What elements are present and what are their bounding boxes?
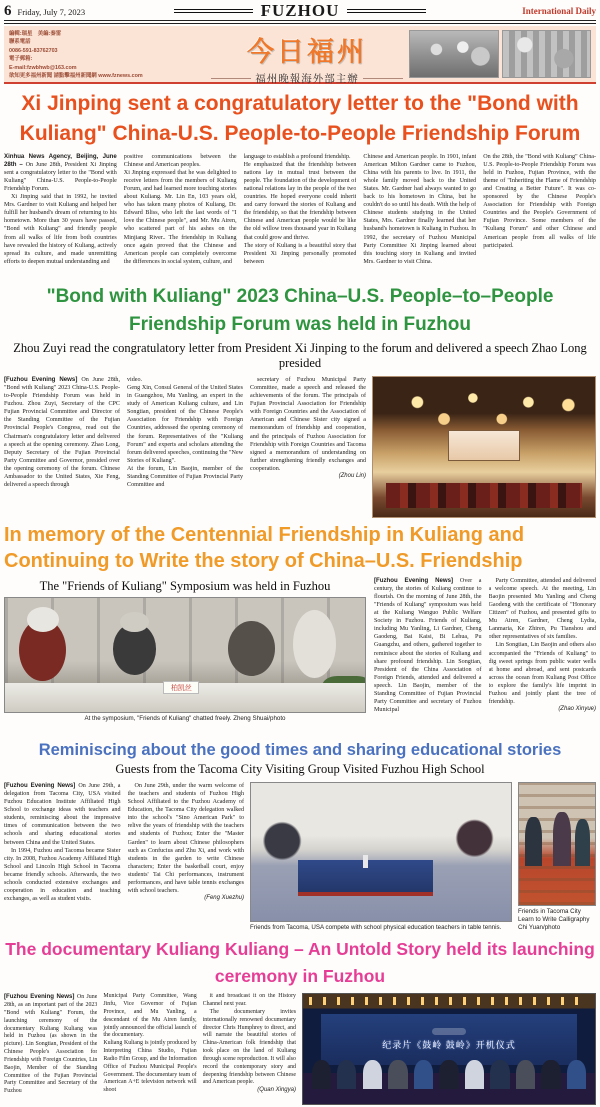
article-4-subtitle: Guests from the Tacoma City Visiting Group Visited Fuzhou High School bbox=[115, 762, 485, 777]
paragraph: On June 28th, President Xi Jinping sent a congratulatory letter to the "Bond with Kuliang" China-U.S. People-to-People Friendship Forum. bbox=[4, 161, 117, 192]
person-silhouette bbox=[414, 1060, 433, 1089]
text-column: positive communications between the Chinese and American peoples. Xi Jinping expressed that he was delighted to receive letters from the members of Kuliang Forum, and had learned more touching stories about Kuliang. Mr. Lin En, 103 years old, who has taken many photos of Kuliang, Dr. Edward Bliss, who left the last words of "I love the Chinese people", and Mr. Mu Airen, who scattered part of his ashes on the Minjiang River.. The friendship in Kuliang once again proved that the Chinese and American people can completely overcome the differences in social system, culture, and bbox=[123, 153, 237, 265]
person-center bbox=[228, 621, 275, 676]
page-number: 6 bbox=[4, 2, 12, 19]
article-4-columns bbox=[4, 782, 244, 932]
stage-banner-text: 纪录片《鼓岭 鼓岭》开机仪式 bbox=[382, 1039, 516, 1050]
paragraphs: Party Committee, attended and delivered a welcome speech. At the meeting, Lin Baojin presented Mu Yanling and Cheng Gaodeng with the certificate of "Honorary Citizen" of Fuzhou, and presented gifts to Mu Airen, Gardner, Cheng Lydia, Lanmaria, Ke Zhiren, Pu Tianshou and other representatives of six families. Lin Songtian, Lin Baojin and others also accompanied the "Friends of Kuliang" to dig sweet springs from public water wells at home and abroad, and sent postcards across the ocean from Kuliang Post Office to explore the family's life imprint in Fuzhou and jointly plant the tree of friendship. bbox=[488, 577, 596, 706]
article-3-body bbox=[4, 577, 596, 735]
newspaper-name: FUZHOU bbox=[260, 1, 340, 20]
article-tacoma-visit bbox=[4, 740, 596, 932]
paragraph: Over a century, the stories of Kuliang continue to flourish. On the morning of June 28th, the "Friends of Kuliang" symposium was held at the Kuliang Wanguo Public Welfare Society in Fuzhou. Friends of Kuliang, including Mu Yanling, Li Gardner, Cheng Gaodeng, Bai Kaisi, Bi Lehua, Pu Guangzhu, and others, gathered together to reminisce about the stories of Kuliang and share profound friendship. Lin Songtian, President of the China Association of Foreign Friends, attended and delivered a speech. Lin Baojin, member of the Standing Committee of Fujian Provincial Party Committee and secretary of Fuzhou Municipal bbox=[374, 577, 482, 714]
text-column bbox=[4, 782, 121, 932]
paragraphs: secretary of Fuzhou Municipal Party Committee, made a speech and released the achievements of the forum. The principals of Fujian Provincial Association for Friendship with Foreign Countries and the Association of American and Chinese Sister city signed a memorandum of friendship and cooperation, and the principals of Fuzhou Association for Friendship with Foreign Countries and Tacoma signed a memorandum of understanding on further strengthening friendly exchanges and cooperation. bbox=[250, 376, 366, 472]
article-4-body bbox=[4, 782, 596, 932]
edition-label: International Daily bbox=[522, 6, 596, 16]
paragraph: On June 28th, as an important part of the 2023 "Bond with Kuliang" Forum, the launching ceremony of the documentary Kuliang Kuliang was held in Fuzhou (as shown in the picture). Lin Songtian, President of the Chinese People's Association for Friendship with Foreign Countries, Lin Baojin, Member of the Standing Committee of the Fujian Provincial Party Committee and Secretary of the Fuzhou bbox=[4, 994, 98, 1095]
article-5-body bbox=[4, 993, 596, 1105]
article-forum-held bbox=[4, 283, 596, 518]
masthead-rule-left bbox=[174, 9, 253, 13]
person-silhouette bbox=[465, 1060, 484, 1089]
byline: (Feng Xuezhu) bbox=[204, 895, 244, 902]
paragraph: On June 29th, a delegation from Tacoma City, USA visited Fuzhou Education Institute Affiliated High School to exchange ideas with teachers and students, reminiscing about the impressive times of communication between the two schools and sharing educational stories between China and the United States. bbox=[4, 782, 121, 846]
paragraphs: it and broadcast it on the History Channel next year. The documentary invites internationally renowned documentary director Chris Humphrey to direct, and will narrate the beautiful stories of China-American folk friendship that took place on the land of Kuliang through scene reproduction. It will also record the contemporary story and deepening friendship between Chinese and American people. bbox=[202, 993, 296, 1086]
banner-title: 今日福州 bbox=[247, 37, 367, 67]
person-silhouette bbox=[575, 819, 590, 865]
banner-line-left bbox=[211, 78, 251, 79]
paragraphs: In 1994, Fuzhou and Tacoma became Sister city. In 2008, Fuzhou Academy Affiliated High School and Lincoln High School in Tacoma became friendly schools. Afterwards, the two schools conducted extensive exchanges and cooperation in education and teaching exchanges, as well as student visits. bbox=[4, 847, 121, 903]
table-tennis-net bbox=[363, 855, 368, 869]
text-column: Municipal Party Committee, Wang Jinfu, Vice Governor of Fujian Province, and Mu Yanling, a descendant of the Mu Airen family, jointly announced the official launch of the documentary. Kuliang Kuliang is jointly produced by Interpreting China Studio, Fujian Radio Film Group, and the Information Office of Fuzhou Municipal People's Government. The documentary team of American A+E television network will shoot bbox=[103, 993, 197, 1094]
photo-forum-hall bbox=[372, 376, 596, 518]
photo-calligraphy bbox=[518, 782, 596, 906]
text-column bbox=[489, 577, 597, 735]
masthead-rule-right bbox=[347, 9, 426, 13]
masthead-photo-village bbox=[502, 30, 592, 78]
photo-caption: Friends in Tacoma City Learn to Write Calligraphy Chi Yuan/photo bbox=[518, 907, 590, 931]
article-documentary-launch bbox=[4, 936, 596, 1105]
photo-caption: At the symposium, "Friends of Kuliang" chatted freely. Zheng Shuai/photo bbox=[84, 715, 286, 723]
article-3-headline: In memory of the Centennial Friendship in Kuliang and Continuing to Write the story of China–U.S. Friendship bbox=[4, 523, 525, 573]
article-1-body bbox=[4, 153, 596, 279]
article-2-body bbox=[4, 376, 596, 518]
byline: (Zhao Xinyue) bbox=[558, 706, 596, 713]
source-tag: [Fuzhou Evening News] bbox=[374, 576, 460, 584]
source-tag: [Fuzhou Evening News] bbox=[4, 993, 77, 1001]
text-column bbox=[374, 577, 482, 735]
text-column: language to establish a profound friendship. He emphasized that the friendship between nations lay in mutual trust between the people. The foundation of the development of national relations lay in the people of the two countries. He hoped everyone could inherit and carry forward the stories of Kuliang and the friendship, so that the friendship between Chinese and American people would be like the old willow trees thousand year in Kuliang that could grow and thrive. The story of Kuliang is a beautiful story that President Xi Jinping personally promoted between bbox=[243, 153, 357, 265]
article-5-headline: The documentary Kuliang Kuliang – An Untold Story held its launching ceremony in Fuzhou bbox=[5, 938, 595, 987]
person-silhouette bbox=[312, 1060, 331, 1089]
article-3-right bbox=[374, 577, 596, 735]
text-column bbox=[250, 376, 366, 518]
text-column bbox=[4, 153, 117, 279]
article-4-headline: Reminiscing about the good times and sharing educational stories bbox=[38, 740, 562, 759]
person-silhouette bbox=[553, 812, 571, 866]
person-silhouette bbox=[439, 1060, 458, 1089]
article-3-subtitle: The "Friends of Kuliang" Symposium was held in Fuzhou bbox=[39, 578, 331, 593]
stage-logo bbox=[432, 1028, 466, 1035]
text-column: On the 28th, the "Bond with Kuliang" China-U.S. People-to-People Friendship Forum was held in Fuzhou, Fujian Province, with the theme of "Inheriting the Flame of Friendship and Creating a Better Future". It was co-sponsored by the Chinese People's Association for Friendship with Foreign Countries and the People's Government of Fujian Province. Some members of the "Kuliang Forum" and other Chinese and American people from all walks of life participated. bbox=[483, 153, 596, 249]
person-silhouette bbox=[525, 817, 542, 866]
paragraph: On June 28th, "Bond with Kuliang" 2023 China-U.S. People-to-People Friendship Forum was held in Fuzhou. Zhou Zuyi, Secretary of the CPC Fujian Provincial Committee and Director of the Standing Committee of the Fujian Provincial People's Congress, read out the Chairman's congratulatory letter and delivered a speech at the opening ceremony. Zhao Long, Deputy Secretary of the Fujian Provincial Party Committee and Governor, presided over the opening ceremony of the forum. Chinese Ambassador to the United States, Xie Feng, delivered a speech through bbox=[4, 376, 120, 489]
text-column: Chinese and American people. In 1901, infant American Milton Gardner came to Fuzhou, China with his parents to live. In 1911, the whole family moved back to the United States. Mr. Gardner had always wanted to go back to his hometown in China, but he couldn't do so until his death. With the help of Chinese students studying in the United States, Mrs. Gardner finally learned that her husband's hometown is Kuliang in Fuzhou. In 1992, the secretary of Fuzhou Municipal Party Committee Xi Jinping learned about this touching story in Kuliang and invited Mrs. Gardner to visit China. bbox=[363, 153, 477, 265]
photo-block-table-tennis bbox=[250, 782, 512, 932]
photo-block-calligraphy bbox=[518, 782, 596, 932]
person-silhouette bbox=[337, 1060, 356, 1089]
masthead-strip bbox=[4, 26, 596, 84]
source-tag: [Fuzhou Evening News] bbox=[4, 375, 82, 383]
byline: (Zhou Lin) bbox=[338, 473, 366, 479]
stage-people-row bbox=[312, 1060, 586, 1089]
photo-caption: Friends from Tacoma, USA compete with school physical education teachers in table tennis. bbox=[250, 923, 502, 931]
newspaper-masthead bbox=[174, 1, 426, 21]
photo-table-tennis bbox=[250, 782, 512, 922]
name-card: 柏凯丝 bbox=[163, 681, 199, 694]
banner bbox=[211, 30, 403, 85]
page-header bbox=[4, 0, 596, 20]
byline: (Quan Xingya) bbox=[257, 1087, 296, 1094]
stage-screen bbox=[321, 1014, 578, 1065]
text-column bbox=[4, 376, 120, 518]
person-silhouette bbox=[567, 1060, 586, 1089]
string-lights bbox=[309, 997, 589, 1005]
article-centennial-friendship bbox=[4, 522, 596, 735]
masthead-photos bbox=[409, 30, 591, 78]
person-silhouette bbox=[541, 1060, 560, 1089]
paragraphs: Xi Jinping said that in 1992, he invited Mrs. Gardner to visit Kuliang and helped her fulfill her husband's dream of returning to his hometown. More than 30 years have passed, "Bond with Kuliang" and friendly people from all walks of life from both countries have revealed the history of Kuliang, actively spread its culture, and made unremitting efforts to deepen mutual understanding and bbox=[4, 194, 117, 265]
person-silhouette bbox=[363, 1060, 382, 1089]
article-2-headline: "Bond with Kuliang" 2023 China–U.S. People–to–People Friendship Forum was held in Fuzhou bbox=[46, 285, 554, 336]
text-column bbox=[203, 993, 296, 1105]
text-column bbox=[128, 782, 245, 932]
source-tag: [Fuzhou Evening News] bbox=[4, 781, 79, 789]
paragraphs: On June 29th, under the warm welcome of the teachers and students of Fuzhou High School Affiliated to the Fuzhou Academy of Education, the Tacoma City delegation walked into the school's "Sino American Park" to relive the years of friendship with the teachers and students of Fuzhou; Enter the "Master Garden" to learn about Chinese philosophers such as Confucius and Zhu Xi, and work with students in the garden to write Chinese characters; Enter the basketball court, enjoy students' Tai Chi performances, instrument performances, and have table tennis exchanges with school teachers. bbox=[127, 782, 244, 895]
photo-launch-ceremony bbox=[302, 993, 596, 1105]
contact-box: 編輯:瑞星 美編:秦雷 聯系電話 0086-591-83762703 電子郵箱: E-mail:fzwbhwb@163.com 欲知更多福州新聞 請點擊福州新聞網 www.fznews.com bbox=[9, 31, 143, 79]
hall-screen bbox=[448, 430, 519, 461]
article-3-columns bbox=[374, 577, 596, 735]
person-silhouette bbox=[516, 1060, 535, 1089]
photo-symposium bbox=[4, 597, 366, 713]
hall-tables bbox=[386, 483, 581, 508]
person-silhouette bbox=[490, 1060, 509, 1089]
page-meta bbox=[4, 3, 174, 20]
article-1-headline: Xi Jinping sent a congratulatory letter to the "Bond with Kuliang" China-U.S. People-to-People Friendship Forum bbox=[19, 92, 581, 145]
article-2-columns bbox=[4, 376, 366, 518]
person-white-shirt bbox=[293, 610, 336, 678]
page-date: Friday, July 7, 2023 bbox=[17, 6, 86, 17]
masthead-photo-performers bbox=[409, 30, 499, 78]
banner-subtitle: 福州晚報海外部主辦 bbox=[255, 74, 359, 85]
article-2-subtitle: Zhou Zuyi read the congratulatory letter from President Xi Jinping to the forum and delivered a speech Zhao Long presided bbox=[13, 340, 587, 371]
article-xi-letter bbox=[4, 89, 596, 279]
banner-subtitle-row bbox=[211, 71, 403, 86]
person-silhouette bbox=[388, 1060, 407, 1089]
dateline: Xinhua News Agency, Beijing, June 28th – bbox=[4, 152, 117, 168]
article-5-columns bbox=[4, 993, 296, 1105]
text-column: video. Geng Xin, Consul General of the United States in Guangzhou, Mu Yanling, an expert in the study of American Kuliang culture, and Lin Songtian, president of the Chinese People's Association for Friendship with Foreign Countries, addressed the opening ceremony of the forum. Representatives of the "Kuliang Forum" and experts and scholars attending the forum delivered speeches, continuing the "New Stories of Kuliang". At the forum, Lin Baojin, member of the Standing Committee of Fujian Provincial Party Committee and bbox=[127, 376, 243, 489]
banner-line-right bbox=[363, 78, 403, 79]
article-3-left bbox=[4, 577, 366, 735]
text-column bbox=[4, 993, 97, 1105]
